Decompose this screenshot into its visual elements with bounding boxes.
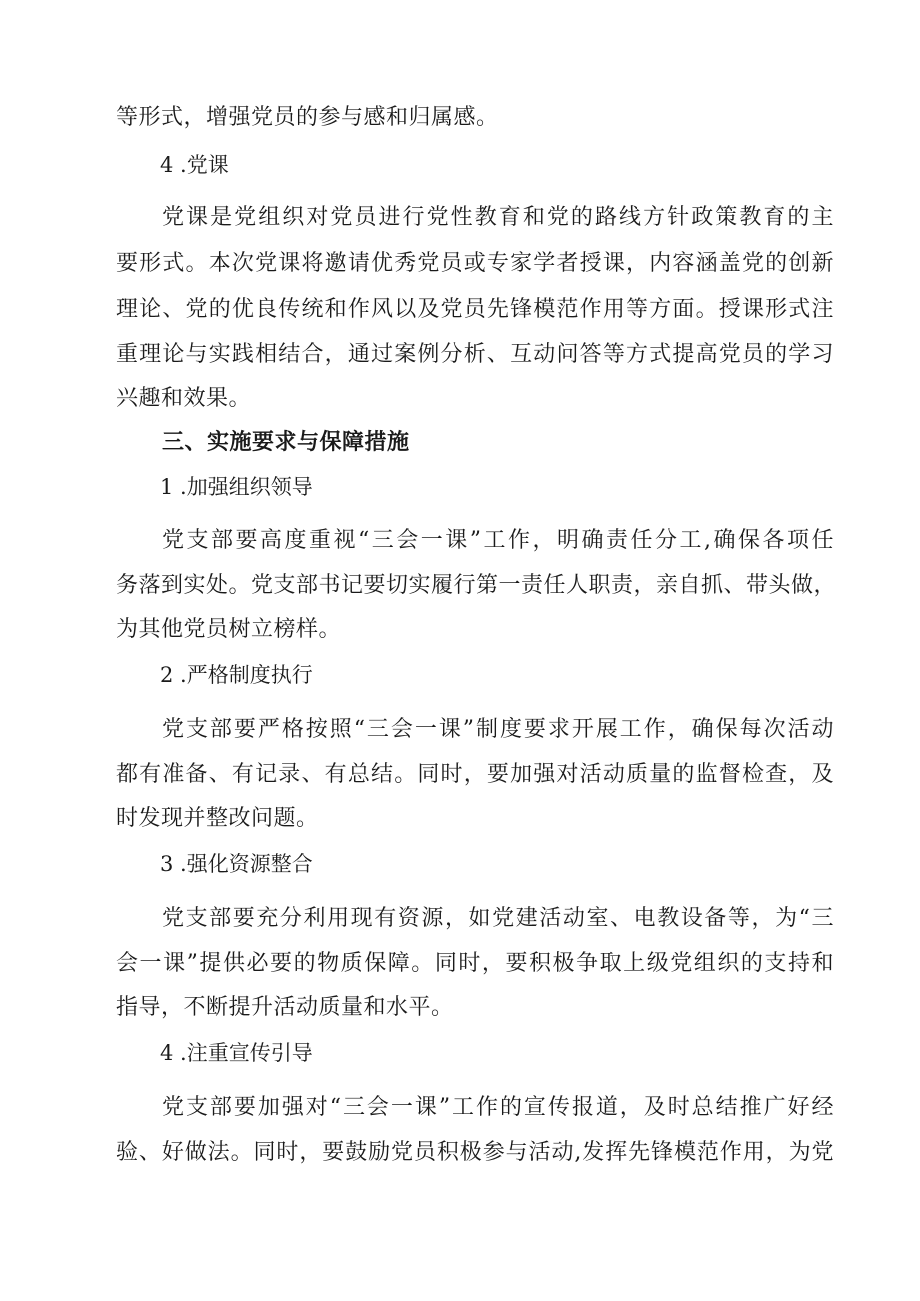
item-title-system: 2 .严格制度执行 (160, 663, 313, 687)
paragraph-intro-end: 等形式，增强党员的参与感和归属感。 (116, 105, 499, 130)
subsection-title-party-lecture: 4 .党课 (160, 153, 229, 177)
paragraph-line: 重理论与实践相结合，通过案例分析、互动问答等方式提高党员的学习 (116, 342, 834, 367)
paragraph-line: 兴趣和效果。 (116, 386, 252, 411)
paragraph-line: 党课是党组织对党员进行党性教育和党的路线方针政策教育的主 (162, 205, 834, 230)
paragraph-line: 理论、党的优良传统和作风以及党员先锋模范作用等方面。授课形式注 (116, 297, 834, 322)
paragraph-line: 会一课”提供必要的物质保障。同时，要积极争取上级党组织的支持和 (116, 951, 834, 976)
paragraph-line: 党支部要加强对“三会一课”工作的宣传报道，及时总结推广好经 (162, 1095, 834, 1120)
item-title-publicity: 4 .注重宣传引导 (160, 1041, 313, 1065)
paragraph-line: 党支部要严格按照“三会一课”制度要求开展工作，确保每次活动 (162, 717, 834, 742)
paragraph-line: 验、好做法。同时，要鼓励党员积极参与活动,发挥先锋模范作用，为党 (116, 1140, 834, 1165)
paragraph-line: 党支部要充分利用现有资源，如党建活动室、电教设备等，为“三 (162, 906, 834, 931)
paragraph-line: 指导，不断提升活动质量和水平。 (116, 995, 454, 1020)
paragraph-line: 务落到实处。党支部书记要切实履行第一责任人职责，亲自抓、带头做， (116, 573, 837, 598)
item-title-organization: 1 .加强组织领导 (160, 475, 313, 499)
section-heading-implementation: 三、实施要求与保障措施 (162, 430, 410, 455)
paragraph-line: 时发现并整改问题。 (116, 806, 319, 831)
item-title-resources: 3 .强化资源整合 (160, 852, 313, 876)
paragraph-line: 党支部要高度重视“三会一课”工作，明确责任分工,确保各项任 (162, 528, 834, 553)
paragraph-line: 为其他党员树立榜样。 (116, 617, 342, 642)
paragraph-line: 要形式。本次党课将邀请优秀党员或专家学者授课，内容涵盖党的创新 (116, 251, 834, 276)
paragraph-line: 都有准备、有记录、有总结。同时，要加强对活动质量的监督检查，及 (116, 762, 834, 787)
